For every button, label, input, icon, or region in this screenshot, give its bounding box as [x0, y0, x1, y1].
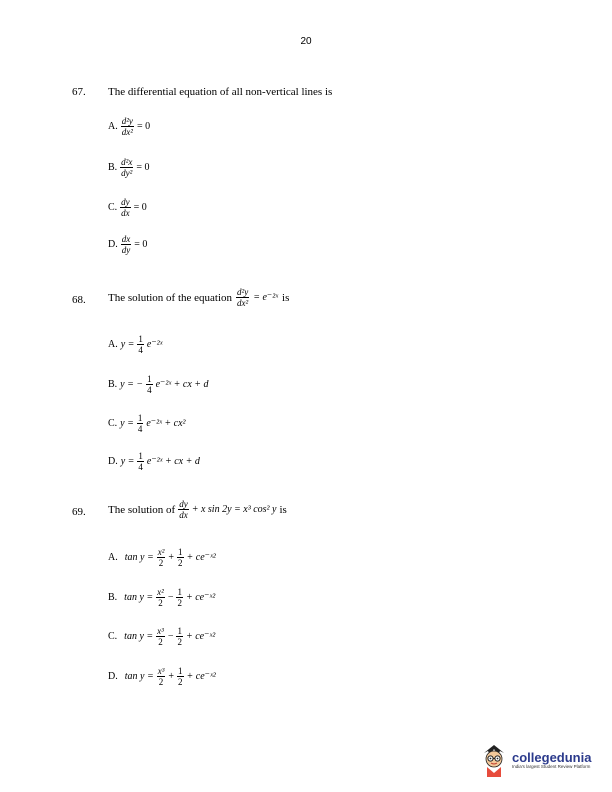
numerator: 1: [138, 451, 143, 461]
operator: −: [167, 631, 174, 642]
rhs: = 0: [134, 239, 148, 250]
fraction: [137, 451, 144, 472]
denominator: dx²: [121, 127, 133, 137]
equation-fraction: [178, 499, 189, 520]
rhs: = 0: [133, 202, 147, 213]
fraction: [120, 157, 133, 178]
numerator: x³: [157, 666, 165, 676]
lhs: tan y =: [124, 552, 154, 563]
question-number: 67.: [72, 86, 86, 98]
rest: + ce⁻ˣ²: [186, 671, 216, 682]
question-text-before: The solution of: [108, 503, 176, 516]
option-label: C.: [108, 202, 118, 213]
rest: + ce⁻ˣ²: [185, 631, 216, 642]
fraction: [157, 547, 166, 568]
question-text-after: is: [282, 291, 290, 304]
lhs: y = −: [120, 379, 144, 390]
denominator: 2: [177, 598, 182, 608]
numerator: dy: [121, 197, 130, 207]
page-number: 20: [300, 36, 312, 47]
rhs: = 0: [136, 162, 150, 173]
denominator: 2: [178, 558, 183, 568]
denominator: dx: [179, 510, 188, 520]
option-label: A.: [108, 552, 118, 563]
denominator: 4: [147, 385, 152, 395]
rest: + ce⁻ˣ²: [186, 552, 216, 563]
option-c: [108, 197, 147, 218]
option-a: [108, 334, 162, 355]
denominator: 2: [178, 677, 183, 687]
denominator: 4: [138, 345, 143, 355]
fraction: [137, 413, 144, 434]
rest: e⁻²ˣ + cx + d: [155, 379, 209, 390]
question-text: [108, 499, 287, 520]
option-c: [108, 413, 186, 434]
fraction: [176, 626, 183, 647]
denominator: 2: [177, 637, 182, 647]
option-a: [108, 116, 150, 137]
option-d: [108, 234, 147, 255]
option-label: D.: [108, 671, 118, 682]
question-text-before: The solution of the equation: [108, 291, 233, 304]
denominator: dy: [121, 245, 131, 255]
option-label: D.: [108, 239, 118, 250]
brand-name: collegedunia: [512, 750, 592, 765]
denominator: 2: [158, 677, 164, 687]
numerator: x²: [157, 547, 165, 557]
fraction: [121, 234, 132, 255]
denominator: 2: [158, 637, 163, 647]
option-b: [108, 157, 150, 178]
fraction: [156, 587, 165, 608]
rest: e⁻²ˣ + cx + d: [146, 456, 200, 467]
rhs: = 0: [136, 121, 151, 132]
option-label: C.: [108, 418, 118, 429]
fraction: [177, 666, 184, 687]
numerator: d²y: [237, 287, 249, 297]
option-label: A.: [108, 121, 118, 132]
option-label: D.: [108, 456, 118, 467]
brand-tagline: India's largest Student Review Platform: [512, 764, 591, 769]
rest: + ce⁻ˣ²: [185, 592, 216, 603]
option-b: [108, 587, 215, 608]
numerator: x²: [157, 587, 164, 597]
fraction: [177, 547, 184, 568]
fraction: [120, 197, 131, 218]
fraction: [146, 374, 153, 395]
lhs: tan y =: [124, 631, 154, 642]
lhs: tan y =: [124, 671, 154, 682]
numerator: dx: [121, 234, 131, 244]
collegedunia-logo: [480, 740, 605, 780]
option-label: C.: [108, 631, 118, 642]
option-c: [108, 626, 215, 647]
question-number: 69.: [72, 506, 86, 518]
numerator: 1: [138, 334, 143, 344]
option-d: [108, 451, 200, 472]
option-b: [108, 374, 209, 395]
question-text: [108, 287, 289, 308]
denominator: 4: [138, 462, 143, 472]
question-text-after: is: [279, 503, 287, 516]
option-label: B.: [108, 592, 118, 603]
fraction: [121, 116, 134, 137]
denominator: dx²: [237, 298, 249, 308]
rest: e⁻²ˣ: [146, 339, 163, 350]
operator: +: [168, 671, 175, 682]
option-d: [108, 666, 216, 687]
numerator: x³: [157, 626, 164, 636]
fraction: [157, 666, 166, 687]
numerator: 1: [177, 587, 182, 597]
rest: e⁻²ˣ + cx²: [146, 418, 186, 429]
denominator: dy²: [121, 168, 133, 178]
equation-fraction: [236, 287, 249, 308]
numerator: 1: [177, 626, 182, 636]
question-number: 68.: [72, 294, 86, 306]
operator: −: [167, 592, 174, 603]
fraction: [137, 334, 144, 355]
numerator: 1: [178, 547, 183, 557]
denominator: 4: [137, 424, 143, 434]
numerator: 1: [137, 413, 143, 423]
denominator: 2: [158, 558, 164, 568]
denominator: dx: [121, 208, 130, 218]
operator: +: [168, 552, 175, 563]
numerator: d²x: [121, 157, 133, 167]
numerator: 1: [147, 374, 152, 384]
denominator: 2: [158, 598, 163, 608]
numerator: d²y: [121, 116, 133, 126]
lhs: y =: [120, 339, 135, 350]
fraction: [176, 587, 183, 608]
option-label: B.: [108, 162, 118, 173]
equation-rhs: + x sin 2y = x³ cos² y: [191, 504, 277, 515]
option-label: A.: [108, 339, 118, 350]
lhs: y =: [120, 456, 135, 467]
logo-text: [512, 751, 591, 769]
numerator: dy: [179, 499, 188, 509]
question-text: The differential equation of all non-vertical lines is: [108, 86, 333, 98]
option-a: [108, 547, 216, 568]
lhs: y =: [120, 418, 134, 429]
fraction: [156, 626, 165, 647]
equation-rhs: = e⁻²ˣ: [253, 292, 279, 303]
numerator: 1: [178, 666, 183, 676]
mascot-icon: [480, 743, 508, 777]
option-label: B.: [108, 379, 118, 390]
lhs: tan y =: [124, 592, 154, 603]
